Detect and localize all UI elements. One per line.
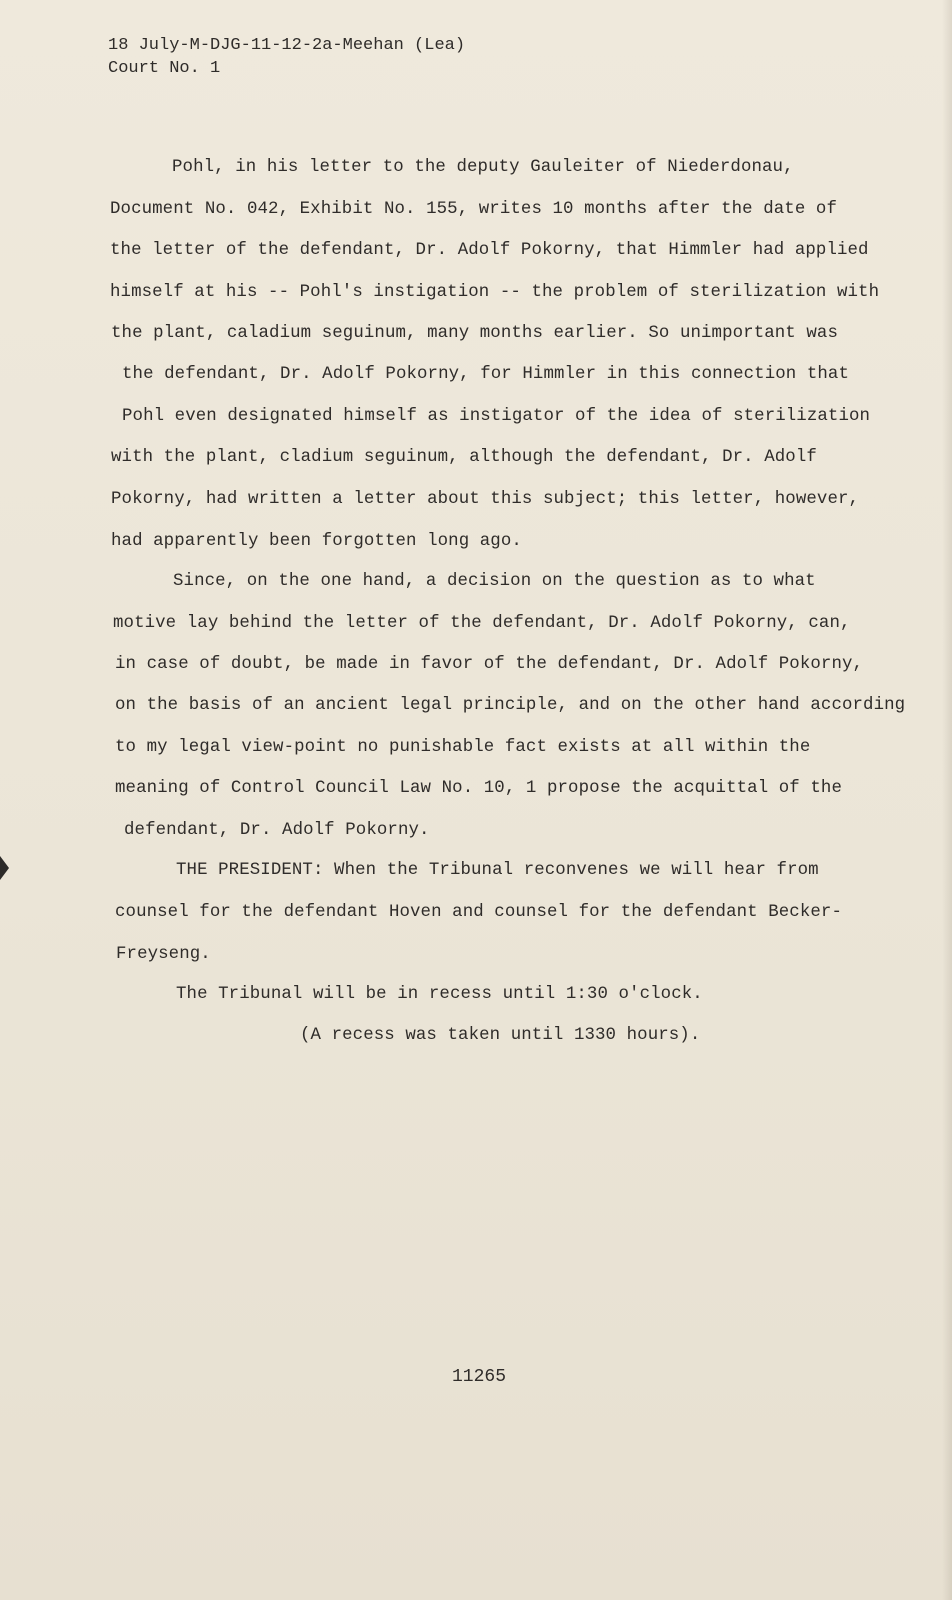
text-line: The Tribunal will be in recess until 1:30 o'clock. <box>176 985 703 1004</box>
text-line: had apparently been forgotten long ago. <box>111 532 522 551</box>
text-line: Freyseng. <box>116 945 211 964</box>
text-line: the letter of the defendant, Dr. Adolf Pokorny, that Himmler had applied <box>110 241 869 260</box>
text-line: THE PRESIDENT: When the Tribunal reconvenes we will hear from <box>176 861 819 880</box>
header-court-line: Court No. 1 <box>108 59 221 78</box>
text-line: Pokorny, had written a letter about this subject; this letter, however, <box>111 490 860 509</box>
text-line: motive lay behind the letter of the defendant, Dr. Adolf Pokorny, can, <box>113 614 851 633</box>
text-line: himself at his -- Pohl's instigation -- the problem of sterilization with <box>110 283 880 302</box>
text-line: Document No. 042, Exhibit No. 155, writes 10 months after the date of <box>110 200 837 219</box>
text-line: in case of doubt, be made in favor of the defendant, Dr. Adolf Pokorny, <box>115 655 864 674</box>
text-line: on the basis of an ancient legal principle, and on the other hand according <box>115 696 906 715</box>
page-number: 11265 <box>452 1367 507 1387</box>
text-line: (A recess was taken until 1330 hours). <box>300 1026 701 1045</box>
text-line: defendant, Dr. Adolf Pokorny. <box>124 821 430 840</box>
text-line: Pohl, in his letter to the deputy Gauleiter of Niederdonau, <box>172 158 794 177</box>
text-line: to my legal view-point no punishable fact exists at all within the <box>115 738 811 757</box>
header-reference-line: 18 July-M-DJG-11-12-2a-Meehan (Lea) <box>108 36 466 55</box>
document-header <box>108 34 465 80</box>
text-line: Since, on the one hand, a decision on the question as to what <box>173 572 816 591</box>
text-line: Pohl even designated himself as instigator of the idea of sterilization <box>122 407 871 426</box>
text-line: with the plant, cladium seguinum, although the defendant, Dr. Adolf <box>111 448 817 467</box>
text-line: meaning of Control Council Law No. 10, 1 propose the acquittal of the <box>115 779 842 798</box>
text-line: counsel for the defendant Hoven and counsel for the defendant Becker- <box>115 903 842 922</box>
binding-edge-mark <box>0 856 9 880</box>
text-line: the plant, caladium seguinum, many months earlier. So unimportant was <box>111 324 838 343</box>
text-line: the defendant, Dr. Adolf Pokorny, for Himmler in this connection that <box>122 365 849 384</box>
